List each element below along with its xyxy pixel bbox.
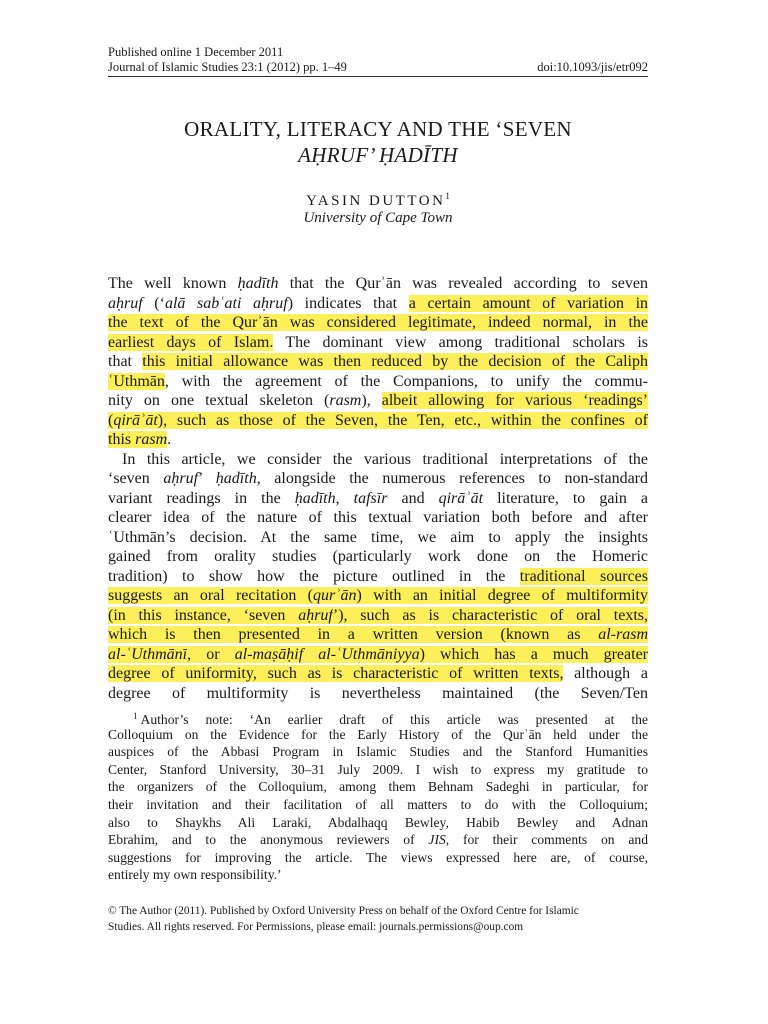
text-span: degree of multiformity is nevertheless maintained (the Seven/Ten xyxy=(108,684,648,702)
highlighted-text: this xyxy=(108,431,136,448)
highlighted-text: earliest days of Islam. xyxy=(108,333,274,351)
body-line xyxy=(108,411,648,431)
text-span: . xyxy=(167,431,172,448)
highlighted-text: qurʾān xyxy=(312,587,357,604)
copyright-line: © The Author (2011). Published by Oxford University Press on behalf of the Oxford Centre for Islamic xyxy=(108,905,579,917)
body-line xyxy=(108,294,648,314)
text-span: nity on one textual skeleton ( xyxy=(108,392,330,409)
text-span: alā sabʿati aḥruf xyxy=(164,294,288,312)
doi-link[interactable]: doi:10.1093/jis/etr092 xyxy=(537,60,648,74)
text-span: , alongside the numerous references to non-standard xyxy=(256,470,648,487)
highlighted-text: suggests an oral recitation ( xyxy=(108,587,313,604)
highlighted-text: ) with an initial degree of multiformity xyxy=(356,587,648,604)
text-span: , xyxy=(335,489,354,507)
text-span: clearer idea of the nature of this textual variation both before and after xyxy=(108,509,648,526)
text-span: (‘ xyxy=(142,294,165,312)
highlighted-text: al-maṣāḥif al-ʿUthmāniyya xyxy=(234,645,420,663)
text-span: Colloquium on the Evidence for the Early History of the Qurʾān held under the xyxy=(108,726,648,742)
footnote-line xyxy=(108,761,648,779)
text-span: JIS xyxy=(428,832,446,848)
highlighted-text: ’), such as is characteristic of oral texts, xyxy=(332,606,648,624)
text-span: The dominant view among traditional scholars is xyxy=(273,333,649,351)
text-span: ’ xyxy=(198,470,216,487)
journal-citation: Journal of Islamic Studies 23:1 (2012) pp. 1–49 xyxy=(108,60,347,74)
body-line xyxy=(108,450,648,470)
text-span: rasm xyxy=(329,392,362,409)
text-span: ) indicates that xyxy=(287,294,409,312)
text-span: ḥadīth xyxy=(294,489,336,507)
text-span: also to Shaykhs Ali Laraki, Abdalhaqq Bewley, Habib Bewley and Adnan xyxy=(108,814,648,830)
text-span: ḥadīth xyxy=(237,275,279,292)
author-footnote-mark[interactable]: 1 xyxy=(445,191,450,201)
author-name xyxy=(108,191,648,210)
text-span: Ebrahim, and to the anonymous reviewers of xyxy=(108,832,429,848)
body-line xyxy=(108,274,648,294)
body-line xyxy=(108,567,648,587)
highlighted-text: a certain amount of variation in xyxy=(408,294,649,312)
highlighted-text: al-rasm xyxy=(598,626,648,643)
highlighted-text: al-ʿUthmānī xyxy=(108,645,188,663)
body-line xyxy=(108,469,648,489)
footnote-line xyxy=(108,849,648,867)
text-span: , for their comments on and xyxy=(445,832,648,848)
body-line xyxy=(108,528,648,548)
highlighted-text: this initial allowance was then reduced by the decision of the Caliph xyxy=(142,353,648,370)
copyright-notice xyxy=(108,903,648,935)
body-line xyxy=(108,333,648,353)
footnote-line xyxy=(108,708,648,726)
highlighted-text: (in this instance, ‘seven xyxy=(108,606,299,624)
article-title-line-2: AḤRUF’ ḤADĪTH xyxy=(298,143,458,167)
text-span: qirāʾāt xyxy=(438,489,484,507)
footnote-line xyxy=(108,796,648,814)
body-line xyxy=(108,352,648,372)
highlighted-text: ʿUthmān xyxy=(108,372,165,390)
published-date: Published online 1 December 2011 xyxy=(108,45,284,59)
text-span: Author’s note: ‘An earlier draft of this article was presented at the xyxy=(140,712,648,727)
highlighted-text: aḥruf xyxy=(298,606,333,624)
highlighted-text: , or xyxy=(187,645,235,663)
body-line xyxy=(108,645,648,665)
body-line xyxy=(108,508,648,528)
text-span: and xyxy=(387,489,439,507)
text-span: entirely my own responsibility.’ xyxy=(108,867,282,883)
footnote-number: 1 xyxy=(133,711,138,721)
text-span: , with the agreement of the Companions, to unify the commu- xyxy=(164,372,648,390)
article-title-line-1: ORALITY, LITERACY AND THE ‘SEVEN xyxy=(184,117,572,141)
body-line xyxy=(108,625,648,645)
footnote-line xyxy=(108,743,648,761)
author-affiliation: University of Cape Town xyxy=(303,210,453,226)
body-line xyxy=(108,547,648,567)
copyright-line: Studies. All rights reserved. For Permissions, please email: journals.permissions@oup.com xyxy=(108,921,524,933)
body-line xyxy=(108,489,648,509)
body-line xyxy=(108,606,648,626)
body-line xyxy=(108,684,648,704)
text-span: that the Qurʾān was revealed according to seven xyxy=(278,275,648,292)
text-span: The well known xyxy=(108,275,238,292)
text-span: ), xyxy=(361,392,382,409)
body-line xyxy=(108,664,648,684)
text-span: ʿUthmān’s decision. At the same time, we aim to apply the insights xyxy=(108,528,648,546)
text-span: aḥruf xyxy=(108,294,143,312)
highlighted-text: ), such as those of the Seven, the Ten, etc., within the confines of xyxy=(157,411,648,429)
highlighted-text: ( xyxy=(108,411,114,429)
footnote-line xyxy=(108,866,648,884)
footnote xyxy=(108,708,648,884)
running-header xyxy=(108,60,648,77)
highlighted-text: albeit allowing for various ‘readings’ xyxy=(381,392,648,409)
footnote-line xyxy=(108,726,648,744)
text-span: In this article, we consider the various traditional interpretations of the xyxy=(122,450,648,468)
body-line xyxy=(108,430,648,450)
text-span: aḥruf xyxy=(163,470,199,487)
highlighted-text: rasm xyxy=(135,431,168,448)
footnote-line xyxy=(108,778,648,796)
highlighted-text: degree of uniformity, such as is characteristic of written texts, xyxy=(108,665,564,682)
highlighted-text: which is then presented in a written version (known as xyxy=(108,626,599,643)
body-line xyxy=(108,586,648,606)
body-line xyxy=(108,391,648,411)
footnote-line xyxy=(108,814,648,832)
text-span: although a xyxy=(563,665,648,682)
article-body xyxy=(108,274,648,703)
text-span: the organizers of the Colloquium, among them Behnam Sadeghi in particular, for xyxy=(108,779,648,795)
footnote-line xyxy=(108,831,648,849)
text-span: their invitation and their facilitation of all matters to do with the Colloquium; xyxy=(108,796,648,812)
text-span: ‘seven xyxy=(108,470,164,487)
highlighted-text: ) which has a much greater xyxy=(419,645,648,663)
text-span: gained from orality studies (particularly work done on the Homeric xyxy=(108,548,648,565)
highlighted-text: traditional sources xyxy=(519,567,648,585)
text-span: tradition) to show how the picture outlined in the xyxy=(108,567,520,585)
highlighted-text: the text of the Qurʾān was considered legitimate, indeed normal, in the xyxy=(108,314,648,331)
author-name-text: YASIN DUTTON xyxy=(306,193,446,209)
text-span: literature, to gain a xyxy=(483,489,649,507)
text-span: that xyxy=(108,353,143,370)
body-line xyxy=(108,372,648,392)
text-span: suggestions for improving the article. The views expressed here are, of course, xyxy=(108,849,648,865)
text-span: variant readings in the xyxy=(108,489,295,507)
text-span: tafsīr xyxy=(353,489,388,507)
body-line xyxy=(108,313,648,333)
text-span: auspices of the Abbasi Program in Islamic Studies and the Stanford Humanities xyxy=(108,744,648,760)
text-span: ḥadīth xyxy=(215,470,257,487)
text-span: Center, Stanford University, 30–31 July 2009. I wish to express my gratitude to xyxy=(108,761,648,777)
highlighted-text: qirāʾāt xyxy=(113,411,158,429)
